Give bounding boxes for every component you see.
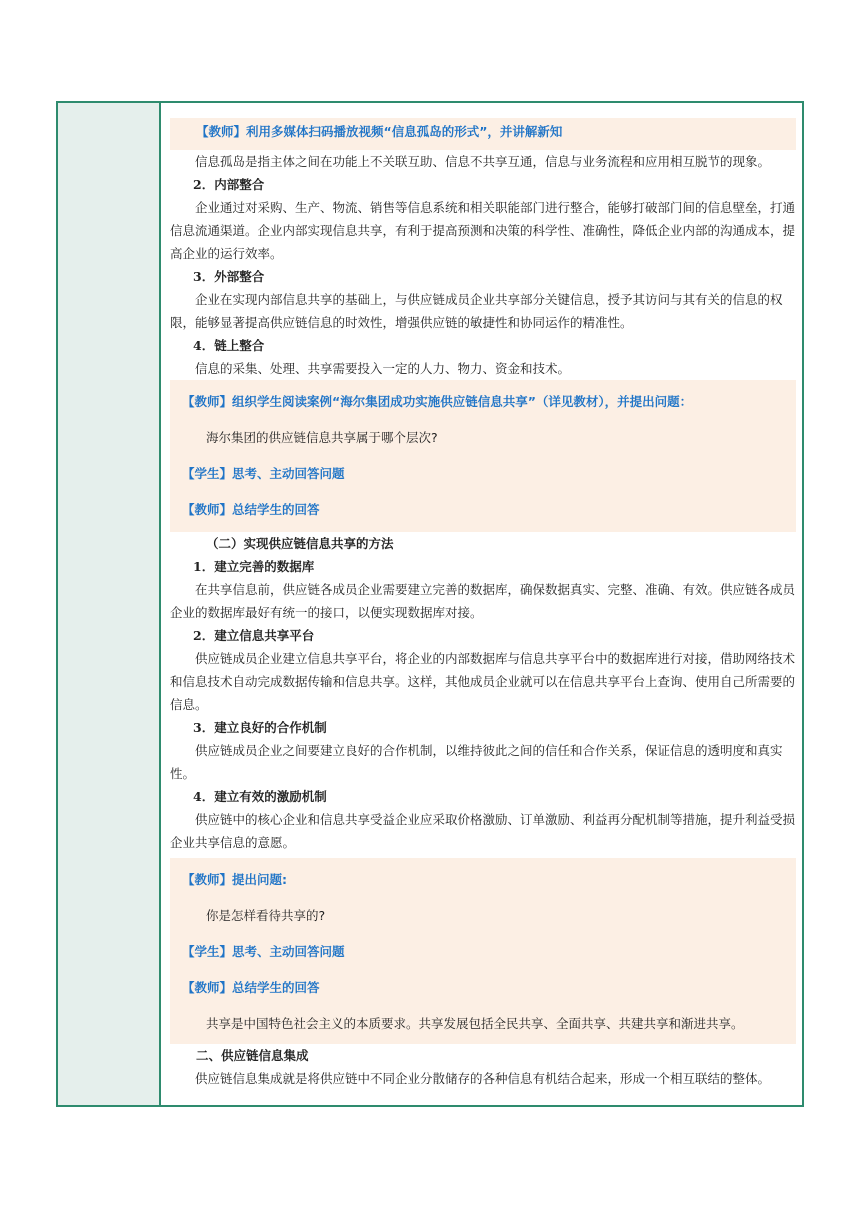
method3-heading [170, 716, 796, 739]
item3-title: 外部整合 [214, 269, 265, 284]
case-discussion-box [170, 380, 796, 532]
integration-paragraph: 供应链信息集成就是将供应链中不同企业分散储存的各种信息有机结合起来，形成一个相互联结的整体。 [195, 1071, 771, 1086]
teacher-summary-label: 【教师】总结学生的回答 [182, 502, 320, 517]
item2-heading [170, 173, 796, 196]
teacher-video-text: 【教师】利用多媒体扫码播放视频“信息孤岛的形式”，并讲解新知 [196, 124, 563, 139]
lesson-table [56, 101, 804, 1107]
sharing-answer: 共享是中国特色社会主义的本质要求。共享发展包括全民共享、全面共享、共建共享和渐进共享。 [206, 1016, 744, 1031]
method1-heading [170, 555, 796, 578]
method4-paragraph: 供应链中的核心企业和信息共享受益企业应采取价格激励、订单激励、利益再分配机制等措施，提升利益受损企业共享信息的意愿。 [170, 812, 796, 850]
method1-paragraph: 在共享信息前，供应链各成员企业需要建立完善的数据库，确保数据真实、完整、准确、有效。供应链各成员企业的数据库最好有统一的接口，以便实现数据库对接。 [170, 582, 796, 620]
method1-num: 1． [193, 559, 215, 574]
method3-paragraph: 供应链成员企业之间要建立良好的合作机制，以维持彼此之间的信任和合作关系，保证信息的透明度和真实性。 [170, 743, 783, 781]
teacher-question-label: 【教师】提出问题: [182, 872, 287, 887]
intro-paragraph: 信息孤岛是指主体之间在功能上不关联互助、信息不共享互通，信息与业务流程和应用相互脱节的现象。 [195, 154, 771, 169]
method2-title: 建立信息共享平台 [214, 628, 315, 643]
student-answer-label-2: 【学生】思考、主动回答问题 [182, 944, 345, 959]
method3-title: 建立良好的合作机制 [214, 720, 327, 735]
student-answer-label: 【学生】思考、主动回答问题 [182, 466, 345, 481]
section-methods-heading: （二）实现供应链信息共享的方法 [206, 536, 394, 551]
item3-heading [170, 265, 796, 288]
teacher-video-box [170, 118, 796, 150]
method2-heading [170, 624, 796, 647]
method3-num: 3． [193, 720, 215, 735]
item4-paragraph: 信息的采集、处理、共享需要投入一定的人力、物力、资金和技术。 [195, 361, 571, 376]
sharing-discussion-box [170, 858, 796, 1044]
section-integration-heading: 二、供应链信息集成 [196, 1048, 309, 1063]
content-cell [161, 103, 802, 1105]
item4-num: 4． [193, 338, 215, 353]
method4-heading [170, 785, 796, 808]
teacher-case-text: 【教师】组织学生阅读案例“海尔集团成功实施供应链信息共享”（详见教材），并提出问题： [182, 394, 693, 409]
item3-paragraph: 企业在实现内部信息共享的基础上，与供应链成员企业共享部分关键信息，授予其访问与其有关的信息的权限，能够显著提高供应链信息的时效性，增强供应链的敏捷性和协同运作的精准性。 [170, 292, 783, 330]
method2-paragraph: 供应链成员企业建立信息共享平台，将企业的内部数据库与信息共享平台中的数据库进行对接，借助网络技术和信息技术自动完成数据传输和信息共享。这样，其他成员企业就可以在信息共享平台上查询、使用自己所需要的信息。 [170, 651, 796, 712]
item2-num: 2． [193, 177, 215, 192]
method2-num: 2． [193, 628, 215, 643]
item2-title: 内部整合 [214, 177, 265, 192]
method4-num: 4． [193, 789, 215, 804]
item4-title: 链上整合 [214, 338, 265, 353]
item4-heading [170, 334, 796, 357]
left-column [58, 103, 161, 1105]
sharing-question: 你是怎样看待共享的? [206, 908, 326, 923]
method1-title: 建立完善的数据库 [214, 559, 315, 574]
item3-num: 3． [193, 269, 215, 284]
case-question: 海尔集团的供应链信息共享属于哪个层次? [206, 430, 438, 445]
method4-title: 建立有效的激励机制 [214, 789, 327, 804]
teacher-summary-label-2: 【教师】总结学生的回答 [182, 980, 320, 995]
item2-paragraph: 企业通过对采购、生产、物流、销售等信息系统和相关职能部门进行整合，能够打破部门间的信息壁垒，打通信息流通渠道。企业内部实现信息共享，有利于提高预测和决策的科学性、准确性，降低企业内部的沟通成本，提高企业的运行效率。 [170, 200, 796, 261]
